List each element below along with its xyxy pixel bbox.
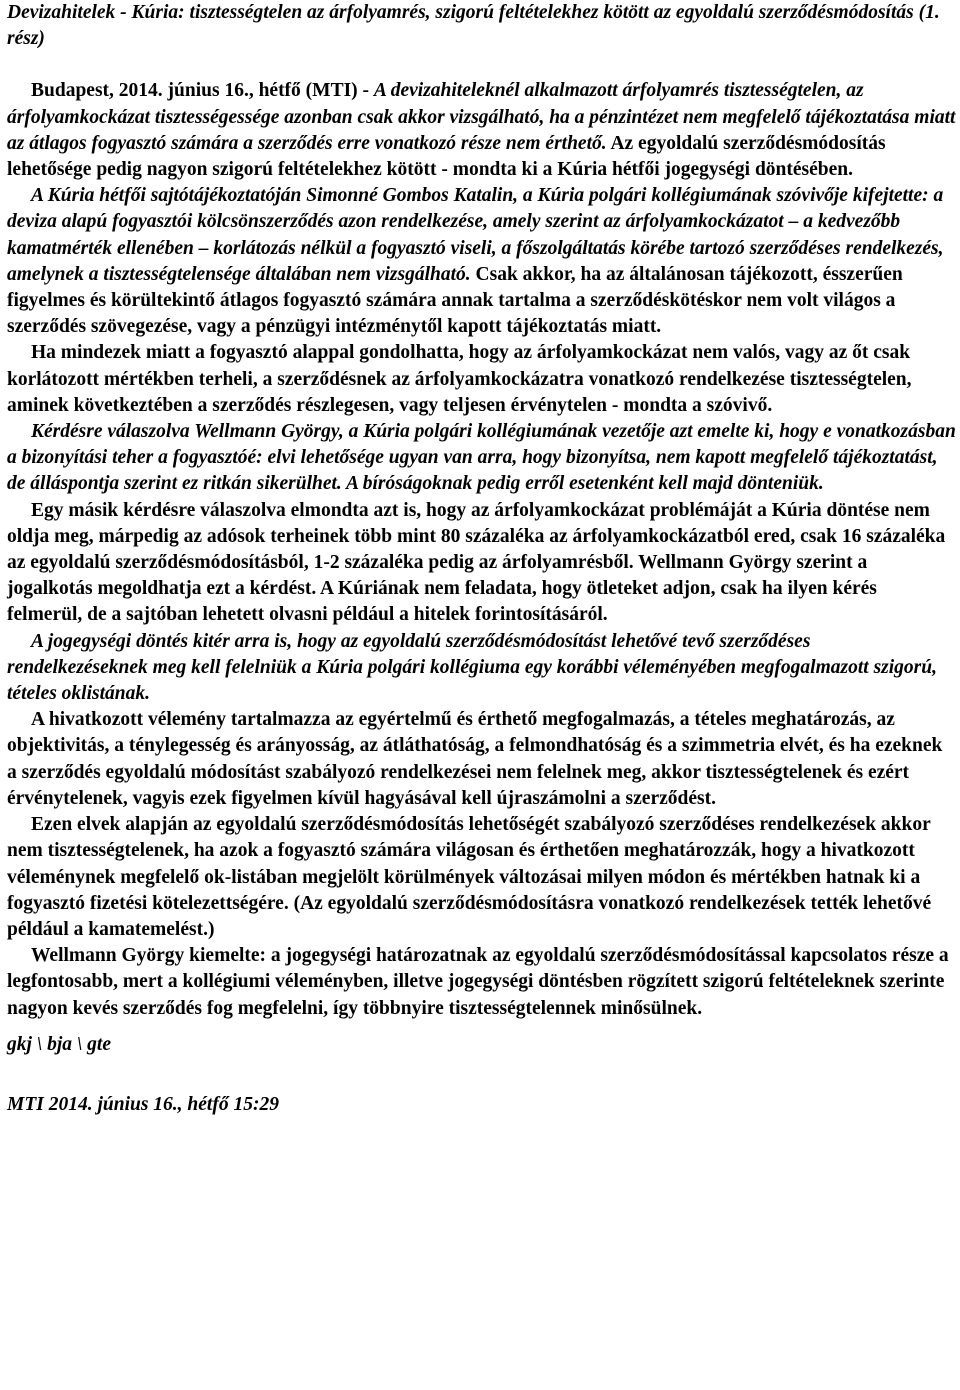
paragraph-1 bbox=[7, 183, 956, 340]
lead-text: A devizahiteleknél alkalmazott árfolyamrés tisztességtelen, az árfolyamkockázat tisztességessége azonban csak akkor vizsgálható, ha a pénzintézet nem megfelelő tájékoztatása miatt az átlagos fogyasztó számára a szerződés erre vonatkozó része nem érthető. bbox=[7, 80, 956, 154]
paragraph-8: Wellmann György kiemelte: a jogegységi határozatnak az egyoldalú szerződésmódosítással kapcsolatos része a legfontosabb, mert a kollégiumi véleményben, illetve jogegységi döntésben rögzített szigorú feltételeknek szerinte nagyon kevés szerződés fog megfelelni, így többnyire tisztességtelennek minősülnek. bbox=[7, 945, 949, 1019]
paragraph-3: Kérdésre válaszolva Wellmann György, a Kúria polgári kollégiumának vezetője azt emelte ki, hogy e vonatkozásban a bizonyítási teher a fogyasztóé: elvi lehetősége ugyan van arra, hogy bizonyítsa, nem kapott megfelelő tájékoztatást, de álláspontja szerint ez ritkán sikerülhet. A bíróságoknak pedig erről esetenként kell majd dönteniük. bbox=[7, 421, 956, 495]
footer-timestamp: MTI 2014. június 16., hétfő 15:29 bbox=[7, 1093, 279, 1115]
paragraph-1-upright: Csak akkor, ha az általánosan tájékozott, ésszerűen figyelmes és körültekintő átlagos fogyasztó számára annak tartalma a szerződéskötéskor nem volt világos a szerződés szövegezése, vagy a pénzügyi intézménytől kapott tájékoztatás miatt. bbox=[7, 263, 903, 338]
paragraph-6: A hivatkozott vélemény tartalmazza az egyértelmű és érthető megfogalmazás, a tételes meghatározás, az objektivitás, a ténylegesség és arányosság, az átláthatóság, a felmondhatóság és a szimmetria elvét, és ha ezeknek a szerződés egyoldalú módosítást szabályozó rendelkezései nem felelnek meg, akkor tisztességtelenek és ezért érvénytelenek, vagyis ezek figyelmen kívül hagyásával kell újraszámolni a szerződést. bbox=[7, 709, 943, 809]
lead-paragraph bbox=[7, 78, 956, 183]
dateline: Budapest, 2014. június 16., hétfő (MTI) - bbox=[31, 80, 374, 102]
paragraph-1-italic: A Kúria hétfői sajtótájékoztatóján Simonné Gombos Katalin, a Kúria polgári kollégiumának szóvivője kifejtette: a deviza alapú fogyasztói kölcsönszerződés azon rendelkezése, amely szerint az árfolyamkockázatot – a kedvezőbb kamatmérték ellenében – korlátozás nélkül a fogyasztó viseli, a főszolgáltatás körébe tartozó szerződéses rendelkezés, amelynek a tisztességtelensége általában nem vizsgálható. bbox=[7, 185, 944, 285]
author-signature: gkj \ bja \ gte bbox=[7, 1033, 111, 1055]
lead-text-continued: Az egyoldalú szerződésmódosítás lehetősége pedig nagyon szigorú feltételekhez kötött - mondta ki a Kúria hétfői jogegységi döntésében. bbox=[7, 132, 886, 181]
paragraph-2: Ha mindezek miatt a fogyasztó alappal gondolhatta, hogy az árfolyamkockázat nem valós, vagy az őt csak korlátozott mértékben terheli, a szerződésnek az árfolyamkockázatra vonatkozó rendelkezése tisztességtelen, aminek következtében a szerződés részlegesen, vagy teljesen érvénytelen - mondta a szóvivő. bbox=[7, 342, 912, 416]
paragraph-4: Egy másik kérdésre válaszolva elmondta azt is, hogy az árfolyamkockázat problémáját a Kúria döntése nem oldja meg, márpedig az adósok terheinek több mint 80 százaléka az árfolyamkockázatból ered, csak 16 százaléka az egyoldalú szerződésmódosításból, 1-2 százaléka pedig az árfolyamrésből. Wellmann György szerint a jogalkotás megoldhatja ezt a kérdést. A Kúriának nem feladata, hogy ötleteket adjon, csak ha ilyen kérés felmerül, de a sajtóban lehetett olvasni például a hitelek forintosításáról. bbox=[7, 499, 946, 626]
paragraph-5: A jogegységi döntés kitér arra is, hogy az egyoldalú szerződésmódosítást lehetővé tevő szerződéses rendelkezéseknek meg kell felelniük a Kúria polgári kollégiuma egy korábbi véleményében megfogalmazott szigorú, tételes oklistának. bbox=[7, 630, 937, 705]
article-title: Devizahitelek - Kúria: tisztességtelen az árfolyamrés, szigorú feltételekhez kötött az egyoldalú szerződésmódosítás (1. rész) bbox=[7, 2, 940, 50]
paragraph-7: Ezen elvek alapján az egyoldalú szerződésmódosítás lehetőségét szabályozó szerződéses rendelkezések akkor nem tisztességtelenek, ha azok a fogyasztó számára világosan és érthetően meghatározzák, hogy a hivatkozott véleménynek megfelelő ok-listában megjelölt körülmények változásai milyen módon és mértékben hatnak ki a fogyasztó fizetési kötelezettségére. (Az egyoldalú szerződésmódosításra vonatkozó rendelkezések tették lehetővé például a kamatemelést.) bbox=[7, 814, 932, 940]
